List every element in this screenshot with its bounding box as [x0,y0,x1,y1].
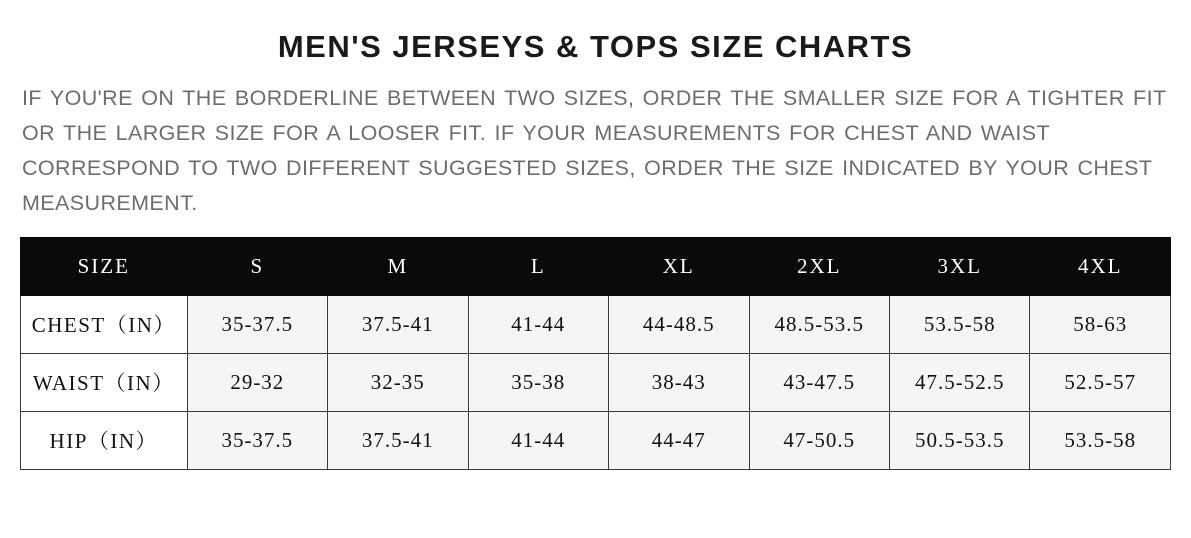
column-header-xl: XL [609,237,749,295]
row-label-hip: HIP（IN） [21,411,188,469]
cell-hip-4xl: 53.5-58 [1030,411,1171,469]
size-chart-page [0,28,1191,538]
cell-waist-2xl: 43-47.5 [749,353,889,411]
cell-waist-4xl: 52.5-57 [1030,353,1171,411]
cell-waist-xl: 38-43 [609,353,749,411]
row-label-chest: CHEST（IN） [21,295,188,353]
page-title: MEN'S JERSEYS & TOPS SIZE CHARTS [277,29,914,64]
cell-chest-4xl: 58-63 [1030,295,1171,353]
cell-hip-3xl: 50.5-53.5 [890,411,1030,469]
cell-chest-l: 41-44 [468,295,608,353]
table-header-row [21,237,1171,295]
table-row [21,295,1171,353]
cell-hip-2xl: 47-50.5 [749,411,889,469]
cell-waist-m: 32-35 [328,353,468,411]
cell-waist-s: 29-32 [187,353,327,411]
row-label-waist: WAIST（IN） [21,353,188,411]
cell-hip-s: 35-37.5 [187,411,327,469]
cell-hip-m: 37.5-41 [328,411,468,469]
cell-chest-m: 37.5-41 [328,295,468,353]
cell-waist-l: 35-38 [468,353,608,411]
cell-waist-3xl: 47.5-52.5 [890,353,1030,411]
column-header-3xl: 3XL [890,237,1030,295]
cell-hip-xl: 44-47 [609,411,749,469]
column-header-size: SIZE [21,237,188,295]
cell-hip-l: 41-44 [468,411,608,469]
column-header-l: L [468,237,608,295]
table-header [21,237,1171,295]
table-row [21,411,1171,469]
table-body [21,295,1171,469]
cell-chest-2xl: 48.5-53.5 [749,295,889,353]
cell-chest-s: 35-37.5 [187,295,327,353]
column-header-m: M [328,237,468,295]
fit-guidance-text: IF YOU'RE ON THE BORDERLINE BETWEEN TWO SIZES, ORDER THE SMALLER SIZE FOR A TIGHTER FIT OR THE LARGER SIZE FOR A LOOSER FIT. IF YOUR MEASUREMENTS FOR CHEST AND WAIST CORRESPOND TO TWO DIFFERENT SUGGESTED SIZES, ORDER THE SIZE INDICATED BY YOUR CHEST MEASUREMENT. [22,86,1167,215]
cell-chest-xl: 44-48.5 [609,295,749,353]
column-header-4xl: 4XL [1030,237,1171,295]
table-row [21,353,1171,411]
column-header-s: S [187,237,327,295]
size-chart-table [20,237,1171,470]
column-header-2xl: 2XL [749,237,889,295]
cell-chest-3xl: 53.5-58 [890,295,1030,353]
